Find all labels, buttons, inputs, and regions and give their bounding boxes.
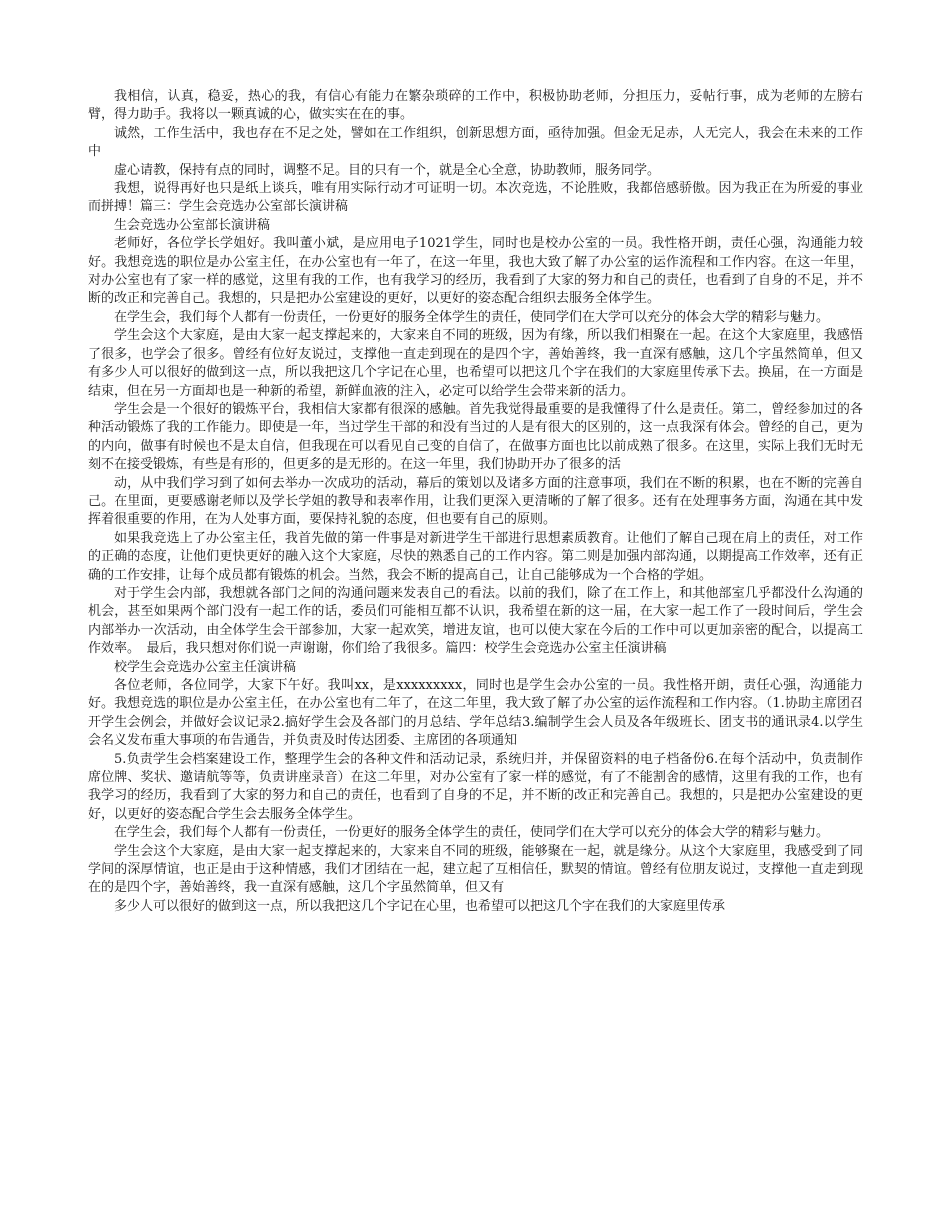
- paragraph: 学生会这个大家庭，是由大家一起支撑起来的，大家来自不同的班级，能够聚在一起，就是缘分。从这个大家庭里，我感受到了同学间的深厚情谊，也正是由于这种情感，我们才团结在一起，建立起了互相信任，默契的情谊。曾经有位朋友说过，支撑他一直走到现在的是四个字，善始善终，我一直深有感触，这几个字虽然简单，但又有: [88, 843, 863, 896]
- paragraph: 学生会是一个很好的锻炼平台，我相信大家都有很深的感触。首先我觉得最重要的是我懂得了什么是责任。第二，曾经参加过的各种活动锻炼了我的工作能力。即使是一年，当过学生干部的和没有当过的人是有很大的区别的，这一点我深有体会。曾经的自己，更为的内向，做事有时候也不是太自信，但我现在可以看见自己变的自信了，在做事方面也比以前成熟了很多。在这里，实际上我们无时无刻不在接受锻炼，有些是有形的，但更多的是无形的。在这一年里，我们协助开办了很多的活: [88, 401, 863, 473]
- paragraph: 诚然，工作生活中，我也存在不足之处，譬如在工作组织，创新思想方面，亟待加强。但金无足赤，人无完人，我会在未来的工作中: [88, 125, 863, 160]
- paragraph: 多少人可以很好的做到这一点，所以我把这几个字记在心里，也希望可以把这几个字在我们的大家庭里传承: [114, 898, 726, 914]
- paragraph: 虚心请教，保持有点的同时，调整不足。目的只有一个，就是全心全意，协助教师，服务同学。: [114, 162, 661, 178]
- paragraph: 对于学生会内部，我想就各部门之间的沟通问题来发表自己的看法。以前的我们，除了在工作上，和其他部室几乎都没什么沟通的机会，甚至如果两个部门没有一起工作的话，委员们可能相互都不认识，我希望在新的这一届，在大家一起工作了一段时间后，学生会内部举办一次活动，由全体学生会干部参加，大家一起欢笑，增进友谊，也可以使大家在今后的工作中可以更加亲密的配合，以提高工作效率。 最后，我只想对你们说一声谢谢，你们给了我很多。篇四：校学生会竞选办公室主任演讲稿: [88, 585, 863, 657]
- paragraph: 如果我竞选上了办公室主任，我首先做的第一件事是对新进学生干部进行思想素质教育。让他们了解自己现在肩上的责任，对工作的正确的态度，让他们更快更好的融入这个大家庭，尽快的熟悉自己的工作内容。第二则是加强内部沟通，以期提高工作效率，还有正确的工作安排，让每个成员都有锻炼的机会。当然，我会不断的提高自己，让自己能够成为一个合格的学姐。: [88, 530, 863, 583]
- section-heading: 生会竞选办公室部长演讲稿: [114, 217, 271, 233]
- paragraph: 我想，说得再好也只是纸上谈兵，唯有用实际行动才可证明一切。本次竞选，不论胜败，我都倍感骄傲。因为我正在为所爱的事业而拼搏！篇三：学生会竞选办公室部长演讲稿: [88, 181, 863, 215]
- paragraph: 动，从中我们学习到了如何去举办一次成功的活动，幕后的策划以及诸多方面的注意事项，我们在不断的积累，也在不断的完善自己。在里面，更要感谢老师以及学长学姐的教导和表率作用，让我们更深入更清晰的了解了很多。还有在处理事务方面，沟通在其中发挥着很重要的作用，在为人处事方面，要保持礼貌的态度，但也要有自己的原则。: [88, 475, 863, 528]
- paragraph: 我相信，认真，稳妥，热心的我，有信心有能力在繁杂琐碎的工作中，积极协助老师，分担压力，妥帖行事，成为老师的左膀右臂，得力助手。我将以一颗真诚的心，做实实在在的事。: [88, 89, 863, 123]
- paragraph: 各位老师，各位同学，大家下午好。我叫xx，是xxxxxxxxx，同时也是学生会办公室的一员。我性格开朗，责任心强，沟通能力好。我想竞选的职位是办公室主任，在办公室也有二年了，在这二年里，我大致了解了办公室的运作流程和工作内容。（1.协助主席团召开学生会例会，并做好会议记录2.搞好学生会及各部门的月总结、学年总结3.编制学生会人员及各年级班长、团支书的通讯录4.以学生会名义发布重大事项的布告通告，并负责及时传达团委、主席团的各项通知: [88, 678, 863, 749]
- paragraph: 在学生会，我们每个人都有一份责任，一份更好的服务全体学生的责任，使同学们在大学可以充分的体会大学的精彩与魅力。: [114, 309, 830, 325]
- section-heading: 校学生会竞选办公室主任演讲稿: [114, 659, 297, 675]
- paragraph: 5.负责学生会档案建设工作，整理学生会的各种文件和活动记录，系统归并，并保留资料的电子档备份6.在每个活动中，负责制作席位牌、奖状、邀请航等等，负责讲座录音）在这二年里，对办公室有了家一样的感觉，有了不能割舍的感情，这里有我的工作，也有我学习的经历，我看到了大家的努力和自己的责任，也看到了自身的不足，并不断的改正和完善自己。我想的，只是把办公室建设的更好，以更好的姿态配合学生会去服务全体学生。: [88, 751, 863, 822]
- paragraph: 在学生会，我们每个人都有一份责任，一份更好的服务全体学生的责任，使同学们在大学可以充分的体会大学的精彩与魅力。: [114, 825, 830, 841]
- document-body: [88, 88, 863, 916]
- paragraph: 学生会这个大家庭，是由大家一起支撑起来的，大家来自不同的班级，因为有缘，所以我们相聚在一起。在这个大家庭里，我感悟了很多，也学会了很多。曾经有位好友说过，支撑他一直走到现在的是四个字，善始善终，我一直深有感触，这几个字虽然简单，但又有多少人可以很好的做到这一点，所以我把这几个字记在心里，也希望可以把这几个字在我们的大家庭里传承下去。换届，在一方面是结束，但在另一方面却也是一种新的希望，新鲜血液的注入，必定可以给学生会带来新的活力。: [88, 328, 863, 399]
- paragraph: 老师好，各位学长学姐好。我叫董小斌，是应用电子1021学生，同时也是校办公室的一员。我性格开朗，责任心强，沟通能力较好。我想竞选的职位是办公室主任，在办公室也有一年了，在这一年里，我也大致了解了办公室的运作流程和工作内容。在这一年里，对办公室也有了家一样的感觉，这里有我的工作，也有我学习的经历，我看到了大家的努力和自己的责任，也看到了自身的不足，并不断的改正和完善自己。我想的，只是把办公室建设的更好，以更好的姿态配合组织去服务全体学生。: [88, 236, 863, 307]
